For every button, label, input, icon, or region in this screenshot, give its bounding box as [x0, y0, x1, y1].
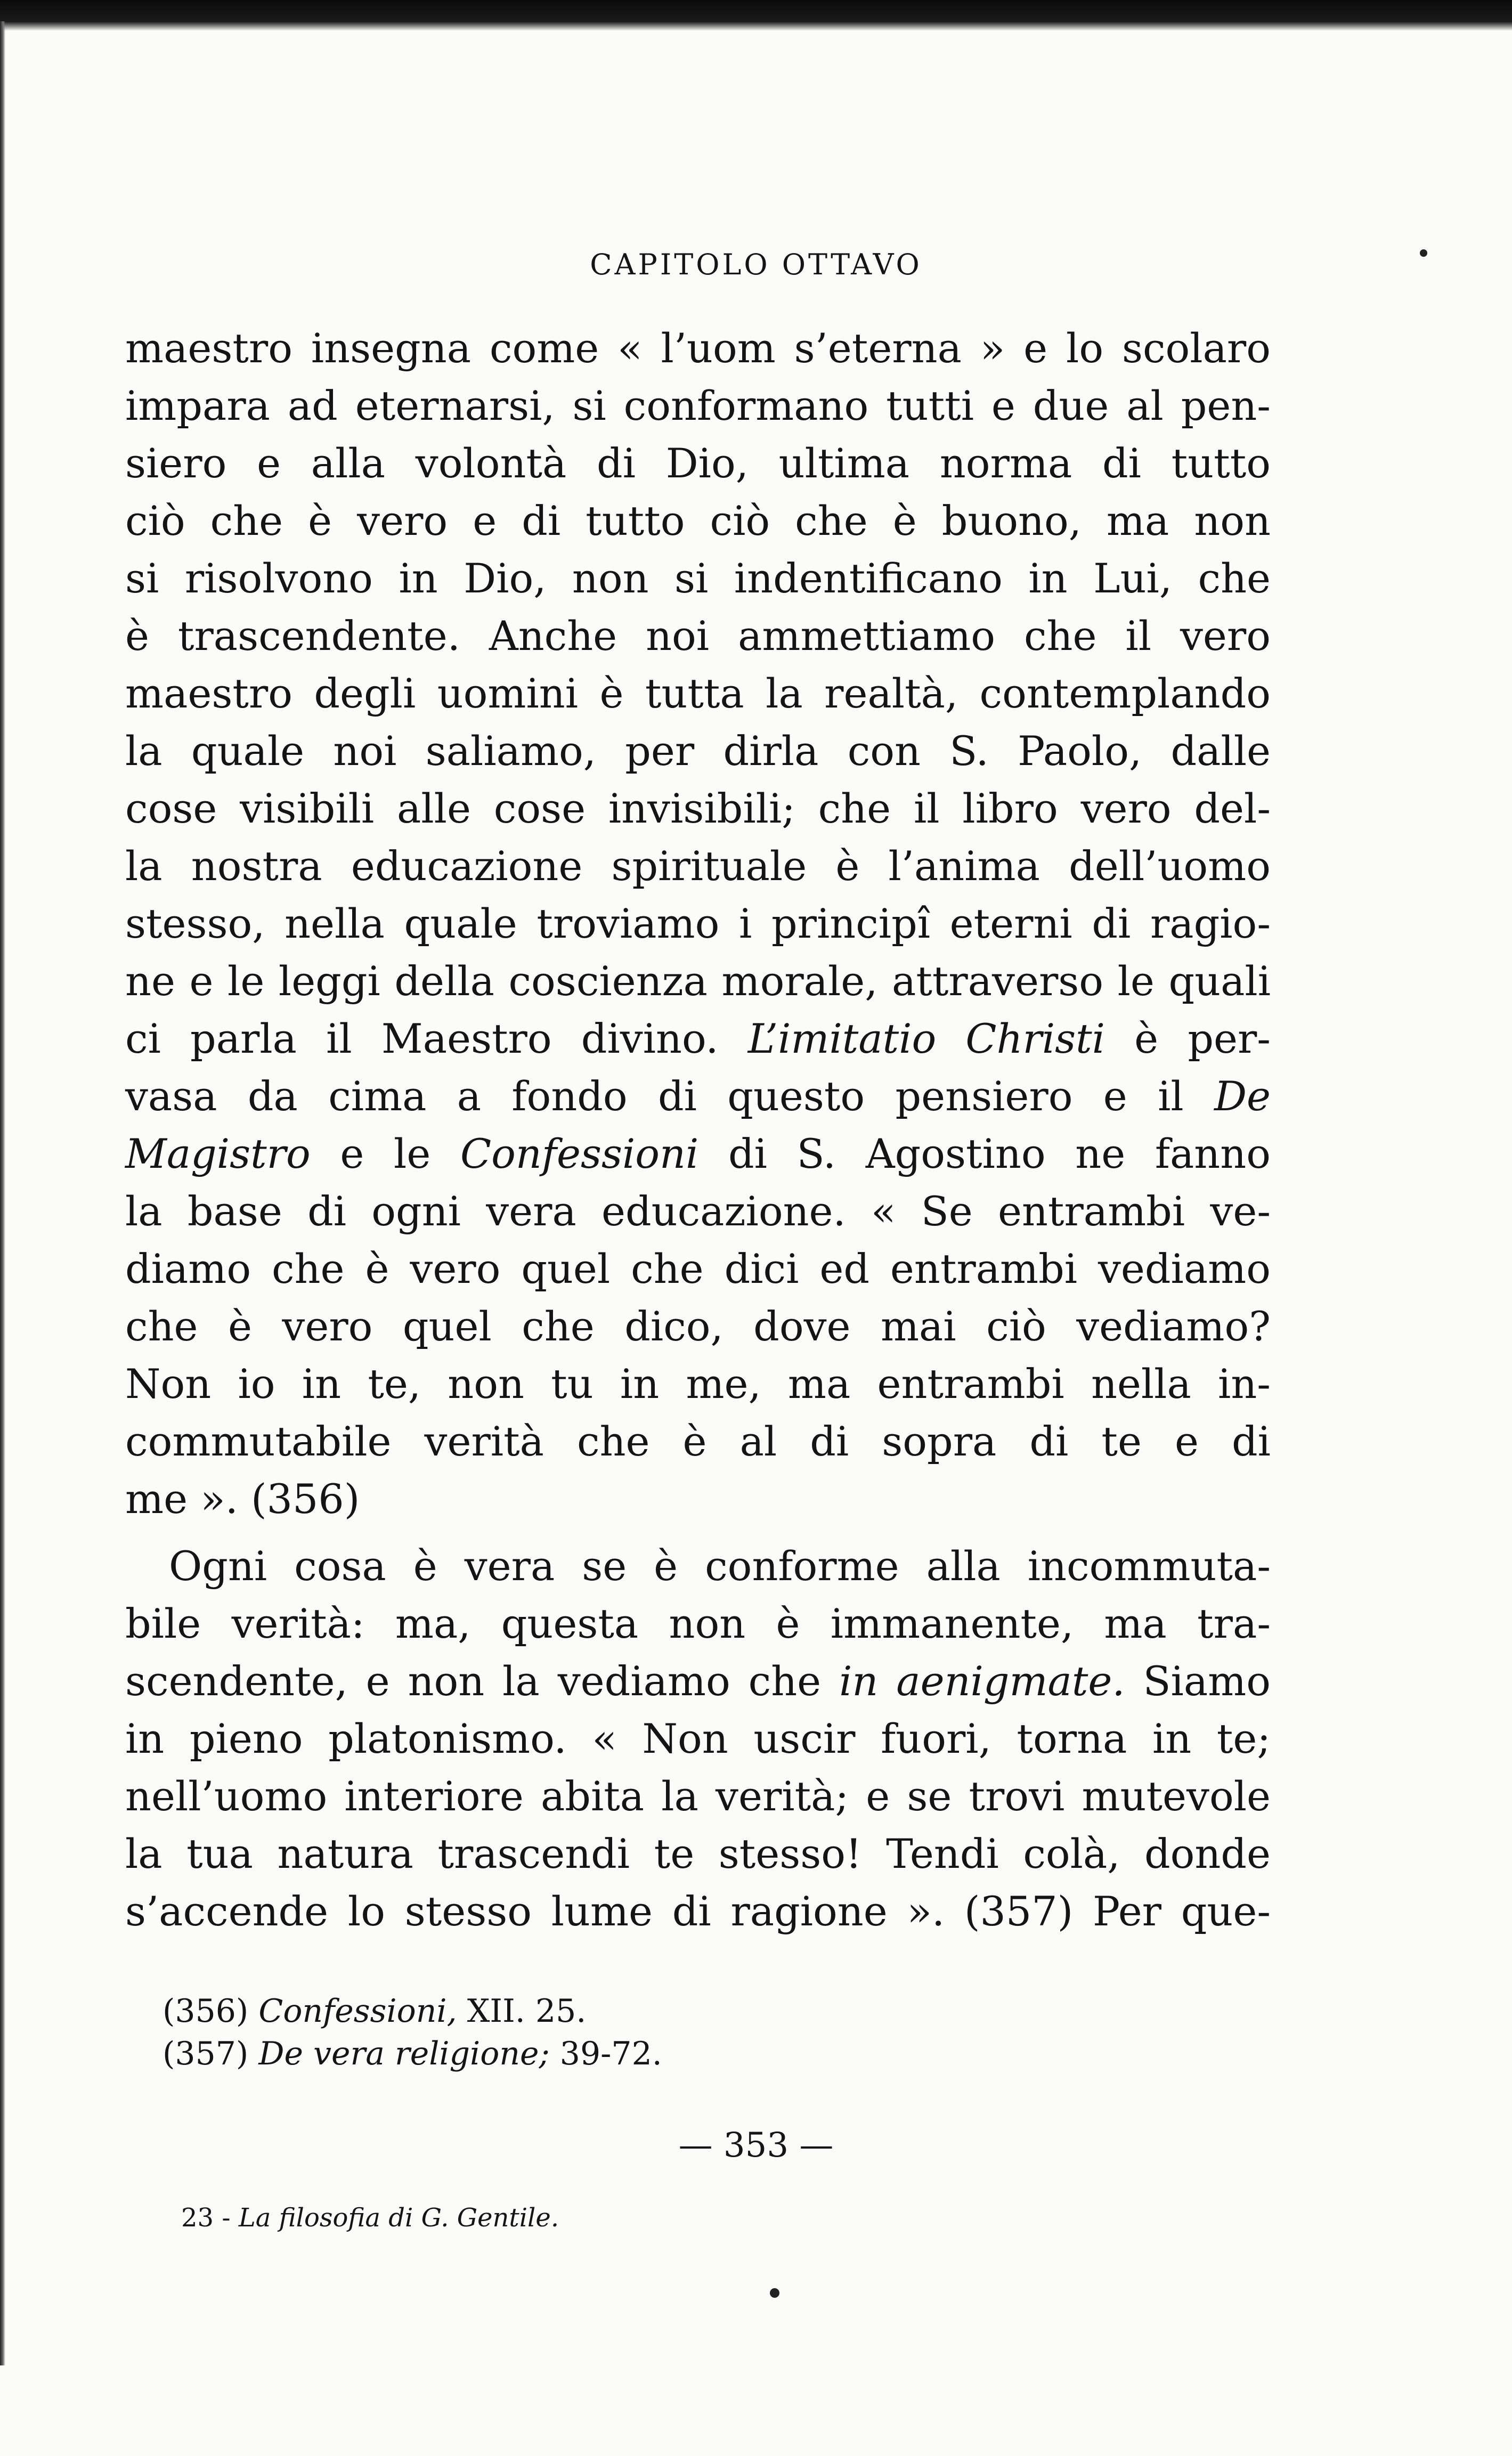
- text-line: Ogni cosa è vera se è conforme alla incommuta-: [169, 1542, 1271, 1590]
- text-line: diamo che è vero quel che dici ed entrambi vediamo: [125, 1245, 1271, 1292]
- text-line: la quale noi saliamo, per dirla con S. Paolo, dalle: [125, 727, 1271, 775]
- text-line: è trascendente. Anche noi ammettiamo che il vero: [125, 612, 1271, 660]
- text-line: ciò che è vero e di tutto ciò che è buono, ma non: [125, 497, 1271, 544]
- footnote-title: Confessioni,: [258, 1993, 457, 2030]
- footnote-ref: XII. 25.: [467, 1993, 587, 2030]
- text-line: [125, 1068, 1271, 1125]
- text-line: bile verità: ma, questa non è immanente, ma tra-: [125, 1600, 1271, 1647]
- footnotes: [162, 1990, 1228, 2075]
- body-text: [125, 320, 1271, 1940]
- text-line: s’accende lo stesso lume di ragione ». (357) Per que-: [125, 1888, 1271, 1935]
- text-segment: è per-: [1134, 1015, 1271, 1062]
- italic-phrase: in aenigmate.: [839, 1657, 1125, 1705]
- text-line: me ». (356): [125, 1475, 360, 1523]
- text-segment: e le: [340, 1130, 431, 1177]
- text-line: ne e le leggi della coscienza morale, attraverso le quali: [125, 957, 1271, 1005]
- footnote-ref: 39-72.: [559, 2035, 662, 2072]
- signature-number: 23 -: [181, 2203, 231, 2233]
- text-segment: Siamo: [1143, 1657, 1271, 1705]
- printer-signature: [181, 2203, 559, 2233]
- text-line: cose visibili alle cose invisibili; che il libro vero del-: [125, 785, 1271, 832]
- signature-text: La filosofia di G. Gentile.: [238, 2203, 559, 2233]
- scan-speck: [1420, 249, 1427, 257]
- scan-top-edge: [0, 0, 1512, 31]
- text-segment: di S. Agostino ne fanno: [728, 1130, 1271, 1177]
- italic-title: Magistro: [125, 1130, 311, 1177]
- text-line: [125, 1653, 1271, 1710]
- text-line: commutabile verità che è al di sopra di te e di: [125, 1418, 1271, 1465]
- text-line: si risolvono in Dio, non si indentificano in Lui, che: [125, 555, 1271, 602]
- text-segment: vasa da cima a fondo di questo pensiero e il: [125, 1072, 1184, 1120]
- italic-title: L’imitatio Christi: [747, 1015, 1105, 1062]
- footnote: [162, 1990, 1228, 2032]
- italic-title: Confessioni: [460, 1130, 699, 1177]
- text-line: [125, 1125, 1271, 1183]
- text-line: la base di ogni vera educazione. « Se entrambi ve-: [125, 1188, 1271, 1235]
- text-line: siero e alla volontà di Dio, ultima norma di tutto: [125, 440, 1271, 487]
- text-line: la nostra educazione spirituale è l’anima dell’uomo: [125, 842, 1271, 890]
- footnote-number: (356): [162, 1993, 249, 2030]
- scan-speck: [770, 2288, 779, 2298]
- text-line: Non io in te, non tu in me, ma entrambi nella in-: [125, 1360, 1271, 1408]
- footnote-number: (357): [162, 2035, 249, 2072]
- text-line: che è vero quel che dico, dove mai ciò vediamo?: [125, 1303, 1271, 1350]
- footnote: [162, 2032, 1228, 2075]
- text-line: [125, 1010, 1271, 1068]
- text-segment: ci parla il Maestro divino.: [125, 1015, 719, 1062]
- text-line: impara ad eternarsi, si conformano tutti e due al pen-: [125, 382, 1271, 429]
- text-line: in pieno platonismo. « Non uscir fuori, torna in te;: [125, 1715, 1271, 1762]
- text-line: maestro insegna come « l’uom s’eterna » e lo scolaro: [125, 324, 1271, 372]
- text-line: maestro degli uomini è tutta la realtà, contemplando: [125, 670, 1271, 717]
- text-line: stesso, nella quale troviamo i principî eterni di ragio-: [125, 900, 1271, 947]
- scan-left-edge: [0, 21, 5, 2365]
- text-line: la tua natura trascendi te stesso! Tendi colà, donde: [125, 1830, 1271, 1877]
- italic-title: De: [1214, 1072, 1271, 1120]
- page-number: — 353 —: [678, 2126, 834, 2165]
- text-line: nell’uomo interiore abita la verità; e se trovi mutevole: [125, 1772, 1271, 1820]
- footnote-title: De vera religione;: [258, 2035, 550, 2072]
- running-header: CAPITOLO OTTAVO: [590, 248, 922, 281]
- text-segment: scendente, e non la vediamo che: [125, 1657, 822, 1705]
